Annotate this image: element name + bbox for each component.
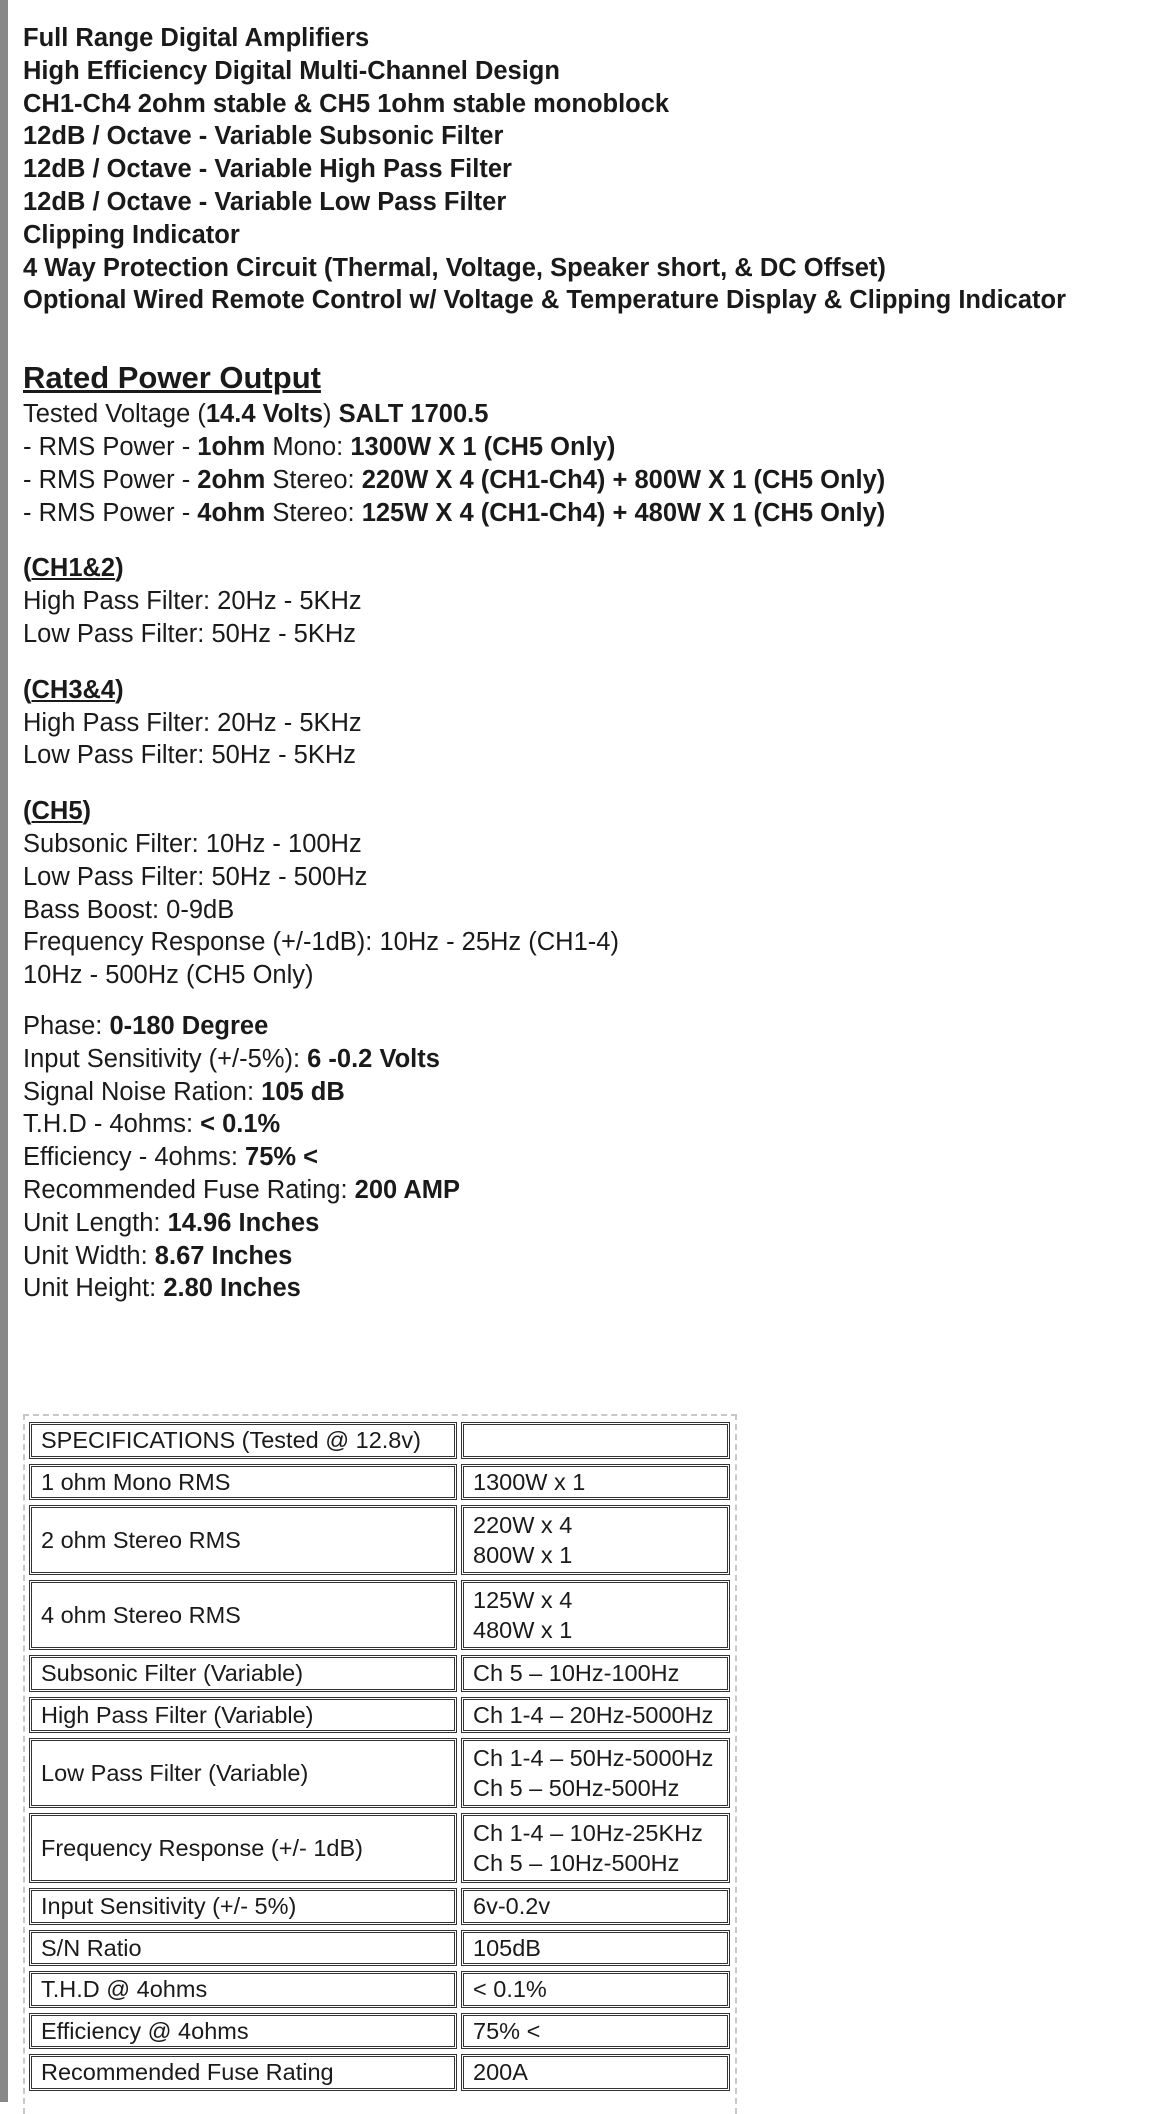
spec-label: High Pass Filter (Variable) xyxy=(29,1697,457,1734)
table-row xyxy=(29,2013,730,2050)
feature-item: 12dB / Octave - Variable High Pass Filter xyxy=(23,155,512,184)
param-value: 2.80 Inches xyxy=(163,1274,301,1303)
table-row xyxy=(29,1971,730,2008)
param-line xyxy=(23,1108,1143,1141)
table-row xyxy=(29,1697,730,1734)
filter-line: High Pass Filter: 20Hz - 5KHz xyxy=(23,587,362,616)
rms-line xyxy=(23,464,1143,497)
ch5-line: Frequency Response (+/-1dB): 10Hz - 25Hz (CH1-4) xyxy=(23,928,619,957)
spec-value-line: 800W x 1 xyxy=(473,1542,573,1568)
product-description xyxy=(23,22,1143,1305)
rms-label: - RMS Power - xyxy=(23,432,198,461)
paren: ( xyxy=(23,554,32,583)
feature-item: High Efficiency Digital Multi-Channel Design xyxy=(23,56,560,85)
param-value: 14.96 Inches xyxy=(167,1208,320,1237)
param-label: T.H.D - 4ohms: xyxy=(23,1110,201,1139)
paren: ) xyxy=(115,554,124,583)
spec-value xyxy=(461,1580,730,1650)
spec-value: 1300W x 1 xyxy=(461,1464,730,1501)
rated-power-section xyxy=(23,398,1143,529)
spec-label: Efficiency @ 4ohms xyxy=(29,2013,457,2050)
spec-value: 75% < xyxy=(461,2013,730,2050)
paren: ) xyxy=(115,675,124,704)
spec-label: 4 ohm Stereo RMS xyxy=(29,1580,457,1650)
tested-voltage-label: Tested Voltage ( xyxy=(23,400,206,429)
feature-item: CH1-Ch4 2ohm stable & CH5 1ohm stable monoblock xyxy=(23,89,670,118)
feature-item: 12dB / Octave - Variable Subsonic Filter xyxy=(23,122,504,151)
feature-item: Full Range Digital Amplifiers xyxy=(23,24,370,52)
param-line xyxy=(23,1076,1143,1109)
spec-label: Subsonic Filter (Variable) xyxy=(29,1655,457,1692)
param-value: 105 dB xyxy=(261,1077,345,1106)
spec-value: 105dB xyxy=(461,1930,730,1967)
param-value: 200 AMP xyxy=(354,1175,461,1204)
parameter-list xyxy=(23,1010,1143,1305)
specifications-table-container xyxy=(23,1414,737,2114)
filter-line: Low Pass Filter: 50Hz - 5KHz xyxy=(23,619,357,648)
rms-value: 1300W X 1 (CH5 Only) xyxy=(350,432,616,461)
feature-item: 4 Way Protection Circuit (Thermal, Voltage, Speaker short, & DC Offset) xyxy=(23,253,886,282)
ch5-label: CH5 xyxy=(31,797,83,826)
ch34-heading xyxy=(23,674,1143,707)
filter-line: High Pass Filter: 20Hz - 5KHz xyxy=(23,708,362,737)
spec-value-line: 125W x 4 xyxy=(473,1586,573,1613)
ch12-label: CH1&2 xyxy=(31,554,116,583)
table-row xyxy=(29,1930,730,1967)
rms-label: - RMS Power - xyxy=(23,465,198,494)
param-label: Signal Noise Ration: xyxy=(23,1077,262,1106)
param-label: Phase: xyxy=(23,1011,110,1040)
param-value: 8.67 Inches xyxy=(154,1241,293,1270)
paren: ( xyxy=(23,675,32,704)
param-value: 0-180 Degree xyxy=(109,1011,269,1040)
rms-mode: Mono: xyxy=(265,432,351,461)
param-line xyxy=(23,1272,1143,1305)
rms-label: - RMS Power - xyxy=(23,498,198,527)
param-label: Recommended Fuse Rating: xyxy=(23,1175,355,1204)
spec-label: 1 ohm Mono RMS xyxy=(29,1464,457,1501)
feature-item: 12dB / Octave - Variable Low Pass Filter xyxy=(23,187,507,216)
table-row xyxy=(29,1580,730,1650)
table-row xyxy=(29,1422,730,1459)
paren: ( xyxy=(23,797,32,826)
ch5-line: Subsonic Filter: 10Hz - 100Hz xyxy=(23,829,362,858)
ch12-section xyxy=(23,552,1143,650)
spec-value: 200A xyxy=(461,2054,730,2091)
param-value: < 0.1% xyxy=(200,1110,281,1139)
feature-item: Clipping Indicator xyxy=(23,220,240,249)
rms-ohm: 1ohm xyxy=(197,432,266,461)
spec-label: T.H.D @ 4ohms xyxy=(29,1971,457,2008)
spec-value-line: Ch 1-4 – 10Hz-25KHz xyxy=(473,1819,703,1846)
spec-value: < 0.1% xyxy=(461,1971,730,2008)
tested-voltage-line xyxy=(23,398,1143,431)
spec-label: S/N Ratio xyxy=(29,1930,457,1967)
rms-mode: Stereo: xyxy=(265,465,362,494)
specifications-table xyxy=(25,1417,734,2096)
tested-voltage-sep: ) xyxy=(323,400,339,429)
spec-value-line: 220W x 4 xyxy=(473,1511,573,1538)
table-row xyxy=(29,1813,730,1883)
tested-voltage-value: 14.4 Volts xyxy=(205,400,324,429)
param-line xyxy=(23,1141,1143,1174)
spec-label: Frequency Response (+/- 1dB) xyxy=(29,1813,457,1883)
param-label: Unit Width: xyxy=(23,1241,155,1270)
param-line xyxy=(23,1240,1143,1273)
spec-value-line: Ch 5 – 50Hz-500Hz xyxy=(473,1775,680,1801)
param-label: Unit Length: xyxy=(23,1208,168,1237)
spec-label: Low Pass Filter (Variable) xyxy=(29,1738,457,1808)
spec-label: Recommended Fuse Rating xyxy=(29,2054,457,2091)
spec-value: 6v-0.2v xyxy=(461,1888,730,1925)
spec-label: SPECIFICATIONS (Tested @ 12.8v) xyxy=(29,1422,457,1459)
model-name: SALT 1700.5 xyxy=(338,400,489,429)
param-line xyxy=(23,1010,1143,1043)
param-label: Unit Height: xyxy=(23,1274,164,1303)
spec-label: 2 ohm Stereo RMS xyxy=(29,1505,457,1575)
table-row xyxy=(29,1464,730,1501)
param-label: Input Sensitivity (+/-5%): xyxy=(23,1044,308,1073)
param-line xyxy=(23,1043,1143,1076)
table-row xyxy=(29,1738,730,1808)
spec-value-line: Ch 5 – 10Hz-500Hz xyxy=(473,1850,680,1876)
param-value: 75% < xyxy=(245,1143,319,1172)
spec-value: Ch 1-4 – 20Hz-5000Hz xyxy=(461,1697,730,1734)
spec-value xyxy=(461,1505,730,1575)
param-value: 6 -0.2 Volts xyxy=(307,1044,440,1073)
param-line xyxy=(23,1174,1143,1207)
spec-label: Input Sensitivity (+/- 5%) xyxy=(29,1888,457,1925)
feature-item: Optional Wired Remote Control w/ Voltage & Temperature Display & Clipping Indicator xyxy=(23,286,1067,315)
spec-value xyxy=(461,1813,730,1883)
rms-value: 220W X 4 (CH1-Ch4) + 800W X 1 (CH5 Only) xyxy=(361,465,886,494)
rms-ohm: 4ohm xyxy=(197,498,266,527)
table-row xyxy=(29,1505,730,1575)
spec-value xyxy=(461,1738,730,1808)
spec-value-line: 480W x 1 xyxy=(473,1617,573,1643)
spec-value: Ch 5 – 10Hz-100Hz xyxy=(461,1655,730,1692)
left-border-bar xyxy=(0,0,8,2102)
spec-value-line: Ch 1-4 – 50Hz-5000Hz xyxy=(473,1744,714,1771)
ch5-section xyxy=(23,795,1143,992)
ch5-line: 10Hz - 500Hz (CH5 Only) xyxy=(23,961,314,990)
table-row xyxy=(29,2054,730,2091)
rms-line xyxy=(23,431,1143,464)
rms-ohm: 2ohm xyxy=(197,465,266,494)
rms-value: 125W X 4 (CH1-Ch4) + 480W X 1 (CH5 Only) xyxy=(361,498,886,527)
rms-mode: Stereo: xyxy=(265,498,362,527)
table-row xyxy=(29,1655,730,1692)
param-line xyxy=(23,1207,1143,1240)
rated-power-heading: Rated Power Output xyxy=(23,360,321,396)
ch12-heading xyxy=(23,552,1143,585)
feature-list xyxy=(23,22,1143,317)
param-label: Efficiency - 4ohms: xyxy=(23,1143,246,1172)
ch34-section xyxy=(23,674,1143,772)
spec-value xyxy=(461,1422,730,1459)
table-row xyxy=(29,1888,730,1925)
ch5-line: Low Pass Filter: 50Hz - 500Hz xyxy=(23,862,368,891)
ch5-heading xyxy=(23,795,1143,828)
rms-line xyxy=(23,497,1143,530)
ch5-line: Bass Boost: 0-9dB xyxy=(23,895,235,924)
paren: ) xyxy=(82,797,92,826)
ch34-label: CH3&4 xyxy=(31,675,116,704)
filter-line: Low Pass Filter: 50Hz - 5KHz xyxy=(23,741,357,770)
